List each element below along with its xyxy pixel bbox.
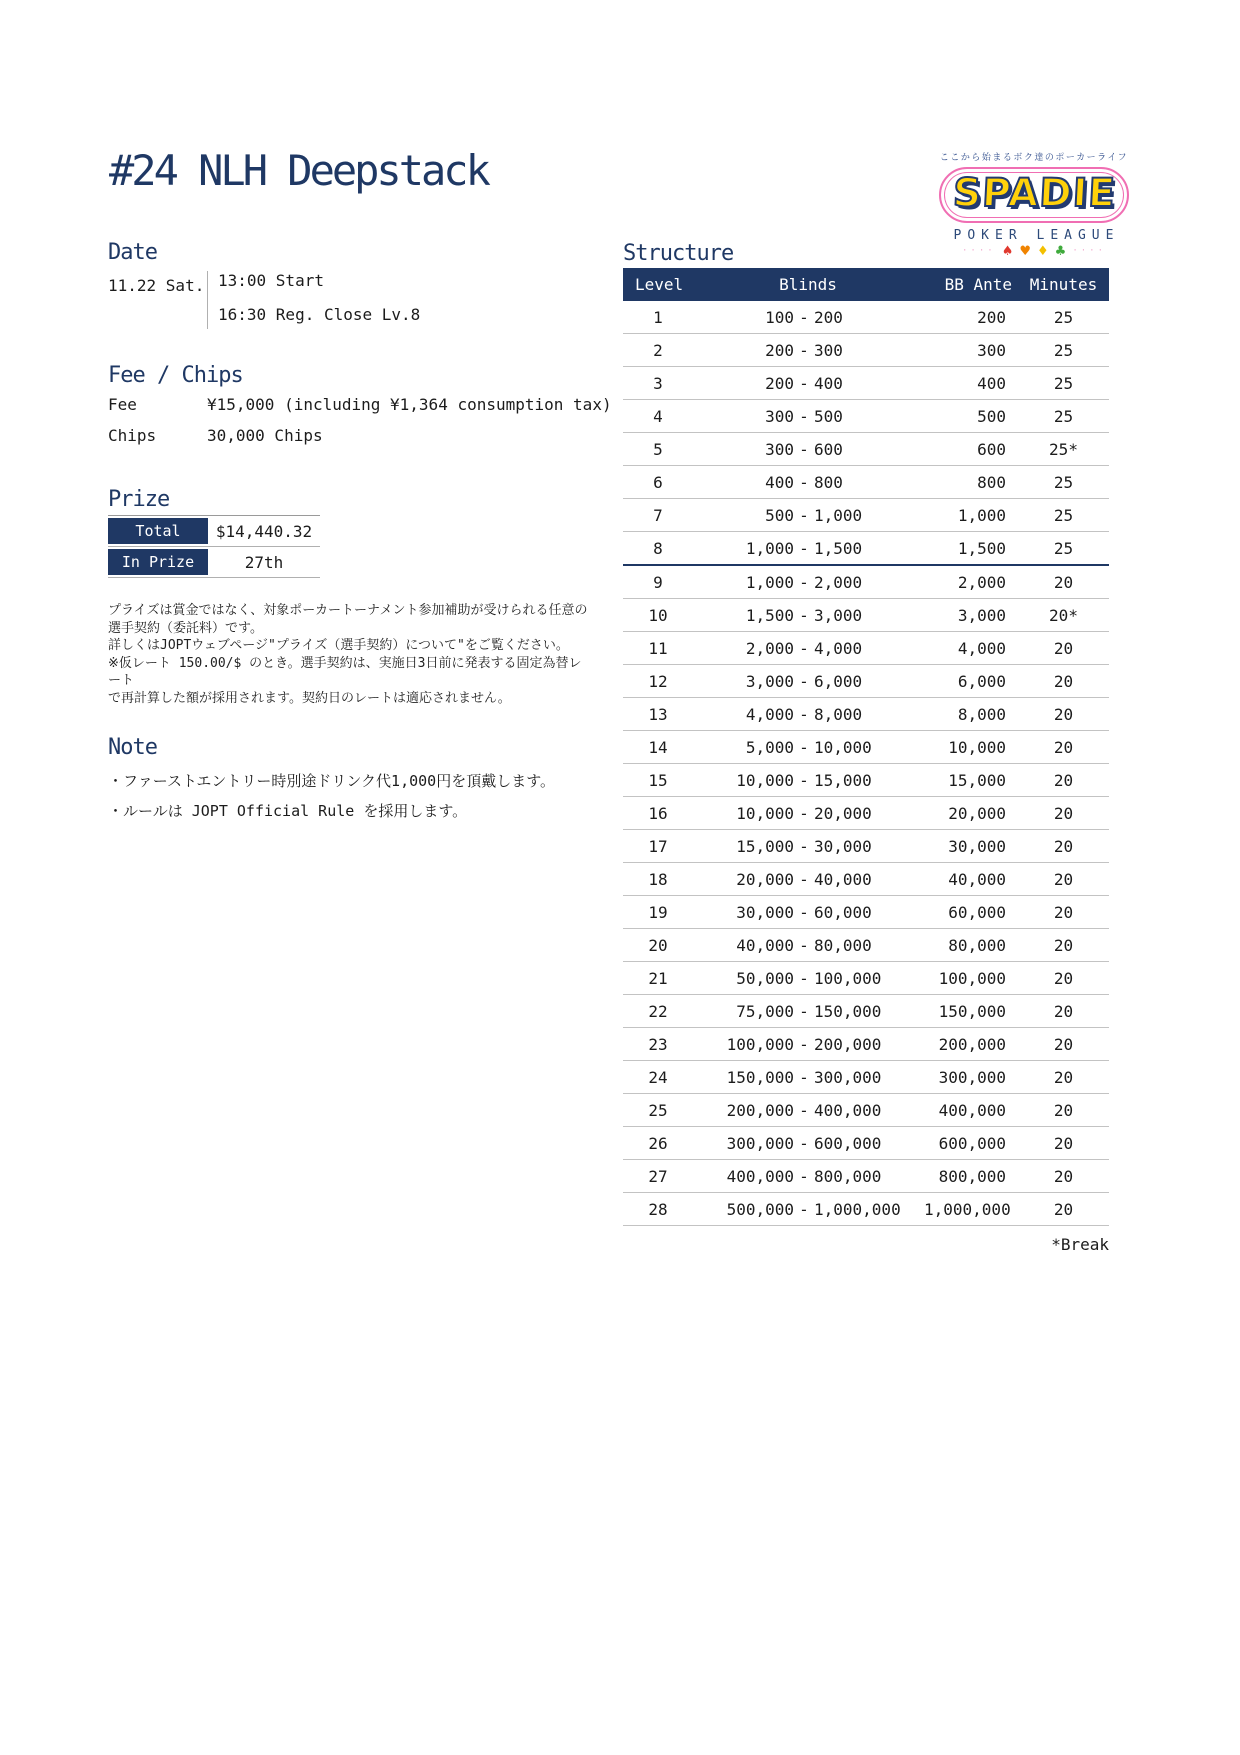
dots-left-decoration: ···· bbox=[962, 246, 996, 256]
bb-ante-cell: 1,000 bbox=[923, 499, 1018, 532]
note-item: ・ルールは JOPT Official Rule を採用します。 bbox=[108, 802, 468, 820]
minutes-cell: 20 bbox=[1018, 1160, 1109, 1193]
structure-row bbox=[623, 698, 1109, 731]
structure-row bbox=[623, 797, 1109, 830]
bb-ante-cell: 800,000 bbox=[923, 1160, 1018, 1193]
bb-ante-cell: 200 bbox=[923, 301, 1018, 334]
bb-ante-cell: 1,000,000 bbox=[923, 1193, 1018, 1226]
level-cell: 20 bbox=[623, 929, 693, 962]
minutes-cell: 20 bbox=[1018, 1028, 1109, 1061]
bb-ante-cell: 100,000 bbox=[923, 962, 1018, 995]
fee-row bbox=[108, 395, 612, 414]
blinds-cell: 2,000 - 4,000 bbox=[693, 632, 923, 665]
blinds-cell: 200,000 - 400,000 bbox=[693, 1094, 923, 1127]
blinds-cell: 300,000 - 600,000 bbox=[693, 1127, 923, 1160]
blinds-cell: 4,000 - 8,000 bbox=[693, 698, 923, 731]
prize-total-value: $14,440.32 bbox=[215, 521, 313, 541]
minutes-cell: 20 bbox=[1018, 1094, 1109, 1127]
level-cell: 26 bbox=[623, 1127, 693, 1160]
level-cell: 7 bbox=[623, 499, 693, 532]
structure-header-row bbox=[623, 268, 1109, 301]
blinds-cell: 1,500 - 3,000 bbox=[693, 599, 923, 632]
level-cell: 25 bbox=[623, 1094, 693, 1127]
structure-row bbox=[623, 665, 1109, 698]
structure-row bbox=[623, 962, 1109, 995]
disclaimer-line: ※仮レート 150.00/$ のとき。選手契約は、実施日3日前に発表する固定為替レート bbox=[108, 655, 582, 688]
minutes-cell: 20 bbox=[1018, 995, 1109, 1028]
bb-ante-column-header: BB Ante bbox=[923, 268, 1018, 301]
structure-row bbox=[623, 400, 1109, 433]
bb-ante-cell: 2,000 bbox=[923, 565, 1018, 599]
heart-icon: ♥ bbox=[1019, 244, 1031, 259]
blinds-cell: 20,000 - 40,000 bbox=[693, 863, 923, 896]
structure-row bbox=[623, 565, 1109, 599]
structure-row bbox=[623, 334, 1109, 367]
blinds-cell: 100,000 - 200,000 bbox=[693, 1028, 923, 1061]
chips-row bbox=[108, 426, 612, 445]
structure-row bbox=[623, 731, 1109, 764]
dots-right-decoration: ···· bbox=[1072, 246, 1106, 256]
minutes-cell: 20 bbox=[1018, 929, 1109, 962]
minutes-cell: 25 bbox=[1018, 400, 1109, 433]
level-cell: 11 bbox=[623, 632, 693, 665]
structure-row bbox=[623, 301, 1109, 334]
level-cell: 28 bbox=[623, 1193, 693, 1226]
disclaimer-line: プライズは賞金ではなく、対象ポーカートーナメント参加補助が受けられる任意の bbox=[108, 603, 588, 618]
structure-row bbox=[623, 896, 1109, 929]
fee-heading: Fee / Chips bbox=[108, 363, 243, 388]
minutes-cell: 20 bbox=[1018, 1127, 1109, 1160]
start-time: 13:00 Start bbox=[218, 271, 324, 290]
blinds-cell: 500 - 1,000 bbox=[693, 499, 923, 532]
structure-section bbox=[623, 241, 1109, 1254]
logo-subtitle: POKER LEAGUE bbox=[953, 228, 1120, 243]
structure-row bbox=[623, 599, 1109, 632]
logo-wordmark: SPADIE bbox=[951, 171, 1117, 216]
bb-ante-cell: 8,000 bbox=[923, 698, 1018, 731]
blinds-cell: 5,000 - 10,000 bbox=[693, 731, 923, 764]
level-cell: 27 bbox=[623, 1160, 693, 1193]
date-row bbox=[108, 271, 420, 329]
structure-row bbox=[623, 466, 1109, 499]
bb-ante-cell: 40,000 bbox=[923, 863, 1018, 896]
level-cell: 19 bbox=[623, 896, 693, 929]
blinds-cell: 500,000 - 1,000,000 bbox=[693, 1193, 923, 1226]
break-footnote: *Break bbox=[1051, 1235, 1109, 1254]
level-cell: 9 bbox=[623, 565, 693, 599]
structure-row bbox=[623, 764, 1109, 797]
date-heading: Date bbox=[108, 240, 157, 265]
level-cell: 18 bbox=[623, 863, 693, 896]
level-cell: 17 bbox=[623, 830, 693, 863]
prize-section bbox=[108, 487, 320, 578]
page-title: #24 NLH Deepstack bbox=[109, 146, 488, 195]
prize-inprize-label: In Prize bbox=[108, 549, 208, 575]
level-cell: 16 bbox=[623, 797, 693, 830]
blinds-cell: 1,000 - 2,000 bbox=[693, 565, 923, 599]
blinds-cell: 3,000 - 6,000 bbox=[693, 665, 923, 698]
blinds-cell: 50,000 - 100,000 bbox=[693, 962, 923, 995]
level-cell: 12 bbox=[623, 665, 693, 698]
bb-ante-cell: 60,000 bbox=[923, 896, 1018, 929]
fee-value: ¥15,000 (including ¥1,364 consumption tax) bbox=[207, 395, 612, 414]
minutes-cell: 25 bbox=[1018, 334, 1109, 367]
note-items bbox=[108, 766, 555, 826]
bb-ante-cell: 6,000 bbox=[923, 665, 1018, 698]
structure-row bbox=[623, 433, 1109, 466]
minutes-cell: 20 bbox=[1018, 896, 1109, 929]
fee-section bbox=[108, 363, 612, 457]
bb-ante-cell: 400,000 bbox=[923, 1094, 1018, 1127]
minutes-cell: 20* bbox=[1018, 599, 1109, 632]
prize-inprize-row bbox=[108, 547, 320, 578]
structure-row bbox=[623, 1094, 1109, 1127]
bb-ante-cell: 400 bbox=[923, 367, 1018, 400]
reg-close-time: 16:30 Reg. Close Lv.8 bbox=[218, 305, 421, 324]
blinds-cell: 1,000 - 1,500 bbox=[693, 532, 923, 566]
blinds-cell: 100 - 200 bbox=[693, 301, 923, 334]
minutes-cell: 20 bbox=[1018, 797, 1109, 830]
minutes-cell: 25* bbox=[1018, 433, 1109, 466]
bb-ante-cell: 20,000 bbox=[923, 797, 1018, 830]
minutes-cell: 20 bbox=[1018, 1193, 1109, 1226]
level-cell: 24 bbox=[623, 1061, 693, 1094]
bb-ante-cell: 1,500 bbox=[923, 532, 1018, 566]
structure-row bbox=[623, 995, 1109, 1028]
minutes-cell: 25 bbox=[1018, 367, 1109, 400]
prize-total-row bbox=[108, 516, 320, 547]
disclaimer-line: 選手契約（委託料）です。 bbox=[108, 620, 263, 636]
minutes-cell: 25 bbox=[1018, 466, 1109, 499]
note-heading: Note bbox=[108, 735, 157, 760]
note-section bbox=[108, 735, 555, 826]
prize-inprize-value: 27th bbox=[244, 552, 284, 572]
fee-rows bbox=[108, 395, 612, 445]
level-cell: 10 bbox=[623, 599, 693, 632]
blinds-cell: 40,000 - 80,000 bbox=[693, 929, 923, 962]
minutes-column-header: Minutes bbox=[1018, 268, 1109, 301]
prize-total-label: Total bbox=[108, 518, 208, 544]
diamond-icon: ♦ bbox=[1037, 244, 1049, 259]
structure-row bbox=[623, 632, 1109, 665]
bb-ante-cell: 200,000 bbox=[923, 1028, 1018, 1061]
bb-ante-cell: 600,000 bbox=[923, 1127, 1018, 1160]
structure-row bbox=[623, 367, 1109, 400]
bb-ante-cell: 150,000 bbox=[923, 995, 1018, 1028]
structure-row bbox=[623, 830, 1109, 863]
level-cell: 6 bbox=[623, 466, 693, 499]
chips-label: Chips bbox=[108, 426, 157, 445]
structure-row bbox=[623, 532, 1109, 566]
structure-row bbox=[623, 1028, 1109, 1061]
blinds-cell: 200 - 300 bbox=[693, 334, 923, 367]
structure-row bbox=[623, 1127, 1109, 1160]
level-cell: 3 bbox=[623, 367, 693, 400]
minutes-cell: 20 bbox=[1018, 830, 1109, 863]
level-cell: 21 bbox=[623, 962, 693, 995]
minutes-cell: 20 bbox=[1018, 962, 1109, 995]
bb-ante-cell: 80,000 bbox=[923, 929, 1018, 962]
blinds-cell: 30,000 - 60,000 bbox=[693, 896, 923, 929]
bb-ante-cell: 300,000 bbox=[923, 1061, 1018, 1094]
structure-table bbox=[623, 268, 1109, 1226]
chips-value: 30,000 Chips bbox=[207, 426, 323, 445]
minutes-cell: 20 bbox=[1018, 665, 1109, 698]
structure-row bbox=[623, 863, 1109, 896]
minutes-cell: 25 bbox=[1018, 499, 1109, 532]
blinds-cell: 200 - 400 bbox=[693, 367, 923, 400]
minutes-cell: 25 bbox=[1018, 301, 1109, 334]
minutes-cell: 20 bbox=[1018, 764, 1109, 797]
blinds-cell: 10,000 - 20,000 bbox=[693, 797, 923, 830]
level-cell: 2 bbox=[623, 334, 693, 367]
blinds-column-header: Blinds bbox=[693, 268, 923, 301]
bb-ante-cell: 500 bbox=[923, 400, 1018, 433]
blinds-cell: 400 - 800 bbox=[693, 466, 923, 499]
bb-ante-cell: 15,000 bbox=[923, 764, 1018, 797]
spade-icon: ♠ bbox=[1001, 244, 1014, 259]
prize-table bbox=[108, 515, 320, 578]
structure-row bbox=[623, 1160, 1109, 1193]
blinds-cell: 400,000 - 800,000 bbox=[693, 1160, 923, 1193]
level-cell: 5 bbox=[623, 433, 693, 466]
structure-row bbox=[623, 1193, 1109, 1226]
bb-ante-cell: 30,000 bbox=[923, 830, 1018, 863]
minutes-cell: 20 bbox=[1018, 565, 1109, 599]
structure-row bbox=[623, 1061, 1109, 1094]
date-day: 11.22 Sat. bbox=[108, 276, 205, 295]
structure-row bbox=[623, 499, 1109, 532]
fee-label: Fee bbox=[108, 395, 137, 414]
bb-ante-cell: 10,000 bbox=[923, 731, 1018, 764]
minutes-cell: 25 bbox=[1018, 532, 1109, 566]
level-cell: 14 bbox=[623, 731, 693, 764]
minutes-cell: 20 bbox=[1018, 1061, 1109, 1094]
disclaimer-line: で再計算した額が採用されます。契約日のレートは適応されません。 bbox=[108, 690, 511, 706]
club-icon: ♣ bbox=[1054, 244, 1067, 259]
structure-row bbox=[623, 929, 1109, 962]
minutes-cell: 20 bbox=[1018, 863, 1109, 896]
prize-disclaimer bbox=[108, 602, 588, 707]
bb-ante-cell: 3,000 bbox=[923, 599, 1018, 632]
blinds-cell: 150,000 - 300,000 bbox=[693, 1061, 923, 1094]
date-section bbox=[108, 240, 420, 329]
date-times bbox=[208, 271, 420, 329]
level-cell: 13 bbox=[623, 698, 693, 731]
structure-heading: Structure bbox=[623, 241, 734, 266]
blinds-cell: 15,000 - 30,000 bbox=[693, 830, 923, 863]
bb-ante-cell: 600 bbox=[923, 433, 1018, 466]
prize-heading: Prize bbox=[108, 487, 170, 512]
level-cell: 15 bbox=[623, 764, 693, 797]
level-column-header: Level bbox=[623, 268, 693, 301]
level-cell: 1 bbox=[623, 301, 693, 334]
level-cell: 23 bbox=[623, 1028, 693, 1061]
logo-badge bbox=[939, 167, 1130, 223]
blinds-cell: 300 - 600 bbox=[693, 433, 923, 466]
blinds-cell: 75,000 - 150,000 bbox=[693, 995, 923, 1028]
level-cell: 8 bbox=[623, 532, 693, 566]
minutes-cell: 20 bbox=[1018, 731, 1109, 764]
blinds-cell: 300 - 500 bbox=[693, 400, 923, 433]
bb-ante-cell: 4,000 bbox=[923, 632, 1018, 665]
blinds-cell: 10,000 - 15,000 bbox=[693, 764, 923, 797]
minutes-cell: 20 bbox=[1018, 698, 1109, 731]
logo-tagline: ここから始まるボク達のポーカーライフ bbox=[939, 153, 1129, 163]
bb-ante-cell: 800 bbox=[923, 466, 1018, 499]
note-item: ・ファーストエントリー時別途ドリンク代1,000円を頂戴します。 bbox=[108, 772, 556, 790]
level-cell: 22 bbox=[623, 995, 693, 1028]
bb-ante-cell: 300 bbox=[923, 334, 1018, 367]
disclaimer-line: 詳しくはJOPTウェブページ"プライズ（選手契約）について"をご覧ください。 bbox=[108, 638, 569, 653]
minutes-cell: 20 bbox=[1018, 632, 1109, 665]
level-cell: 4 bbox=[623, 400, 693, 433]
